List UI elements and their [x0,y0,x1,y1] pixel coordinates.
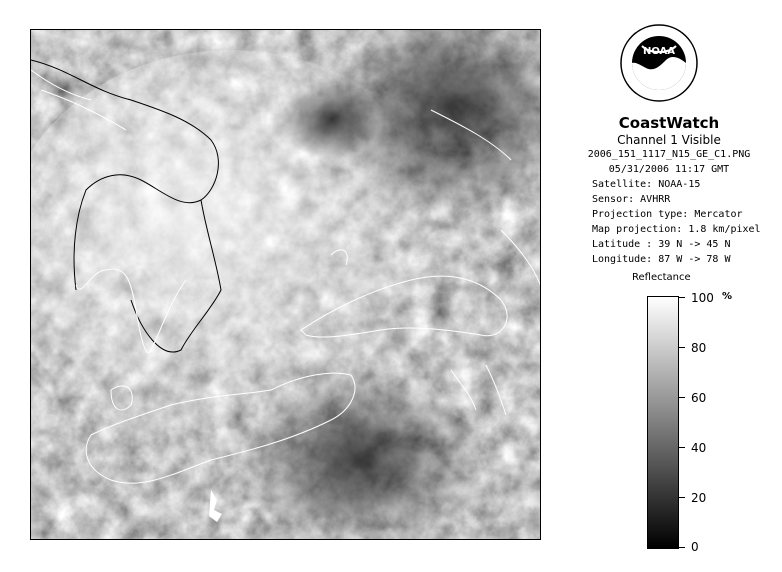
metadata-latitude: Latitude : 39 N -> 45 N [592,239,731,250]
metadata-sensor: Sensor: AVHRR [592,194,671,205]
noaa-logo-icon [620,24,698,102]
tick-mark [679,547,685,548]
tick-mark [679,347,685,348]
satellite-image [30,29,541,540]
metadata-satellite: Satellite: NOAA-15 [592,179,701,190]
tick-mark [679,497,685,498]
tick-mark [679,297,685,298]
channel-label: Channel 1 Visible [617,133,721,147]
metadata-projection-type: Projection type: Mercator [592,209,743,220]
reflectance-colorbar [647,296,679,549]
tick-mark [679,447,685,448]
tick-label-80: 80 [691,341,707,355]
tick-label-60: 60 [691,391,707,405]
tick-label-40: 40 [691,441,707,455]
legend-unit: % [722,291,733,302]
satellite-image-canvas [31,30,541,540]
tick-label-20: 20 [691,491,707,505]
noaa-logo [620,24,698,102]
metadata-map-projection: Map projection: 1.8 km/pixel [592,224,761,235]
datetime: 05/31/2006 11:17 GMT [608,164,730,175]
metadata-longitude: Longitude: 87 W -> 78 W [592,254,731,265]
tick-label-0: 0 [691,540,699,554]
product-title: CoastWatch [618,114,720,132]
tick-label-100: 100 [691,291,714,305]
logo-text: NOAA [642,46,676,57]
tick-mark [679,397,685,398]
filename: 2006_151_1117_N15_GE_C1.PNG [587,149,751,160]
clear-patch [281,80,381,160]
product-info-panel [566,112,772,267]
legend-title: Reflectance [632,272,691,283]
